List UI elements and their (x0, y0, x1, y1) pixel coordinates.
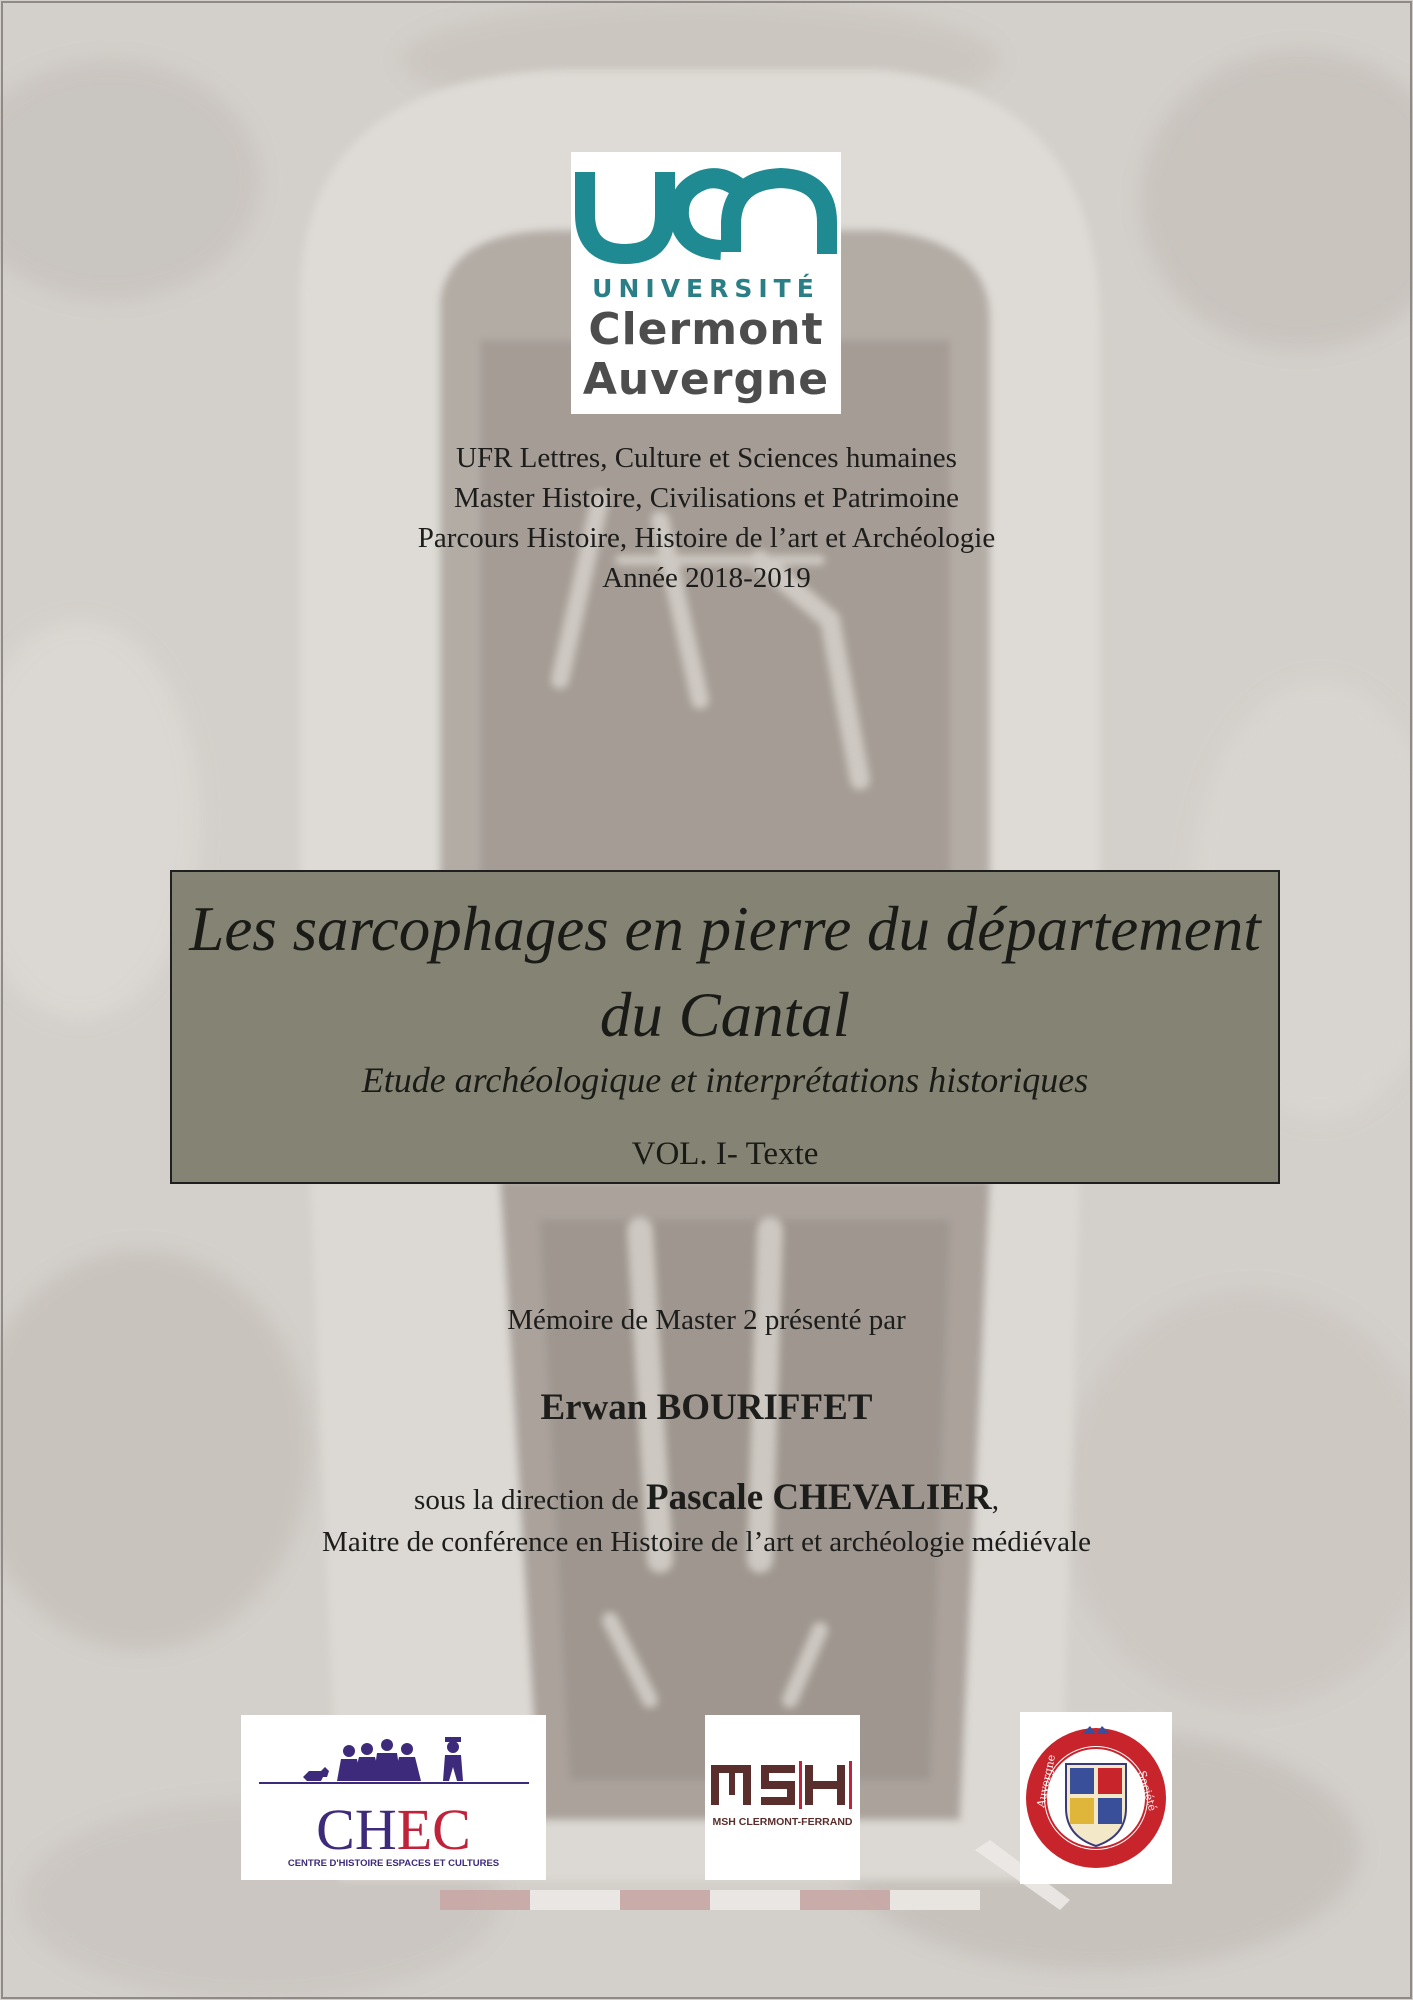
header-line-ufr: UFR Lettres, Culture et Sciences humaines (456, 442, 957, 474)
uca-clermont-text: Clermont (588, 304, 824, 355)
uca-logo (571, 152, 841, 414)
presented-by-label: Mémoire de Master 2 présenté par (507, 1304, 906, 1336)
director-name: Pascale CHEVALIER (646, 1477, 992, 1518)
thesis-title (172, 886, 1278, 1058)
thesis-title-line2: du Cantal (599, 980, 851, 1050)
header-line-master: Master Histoire, Civilisations et Patrimoine (453, 482, 960, 514)
director-title: Maitre de conférence en Histoire de l’art et archéologie médiévale (322, 1526, 1091, 1558)
chec-logo (241, 1715, 546, 1880)
chec-caption: CENTRE D'HISTOIRE ESPACES ET CULTURES (287, 1858, 500, 1869)
direction-line (0, 1476, 1413, 1522)
chec-silhouettes-icon (241, 1715, 546, 1805)
svg-text:Société: Société (1135, 1769, 1159, 1813)
societe-auvergne-seal (1020, 1712, 1172, 1884)
msh-mark-icon (705, 1715, 860, 1815)
msh-logo (705, 1715, 860, 1880)
author-name: Erwan BOURIFFET (540, 1387, 873, 1428)
direction-suffix: , (991, 1484, 999, 1516)
header-line-year: Année 2018-2019 (602, 562, 811, 594)
volume-label: VOL. I- Texte (631, 1136, 819, 1172)
svg-text:Auvergne: Auvergne (1034, 1753, 1059, 1809)
chec-wordmark: CHEC (316, 1797, 471, 1862)
uca-auvergne-text: Auvergne (582, 354, 830, 405)
institution-header (0, 438, 1413, 598)
msh-caption: MSH CLERMONT-FERRAND (712, 1816, 853, 1828)
uca-universite-text: UNIVERSITÉ (592, 274, 820, 303)
thesis-title-line1: Les sarcophages en pierre du département (189, 894, 1261, 964)
seal-icon (1020, 1712, 1172, 1884)
direction-prefix: sous la direction de (414, 1484, 646, 1516)
header-line-parcours: Parcours Histoire, Histoire de l’art et Archéologie (417, 522, 996, 554)
title-box (170, 870, 1280, 1184)
thesis-subtitle: Etude archéologique et interprétations historiques (361, 1060, 1089, 1100)
